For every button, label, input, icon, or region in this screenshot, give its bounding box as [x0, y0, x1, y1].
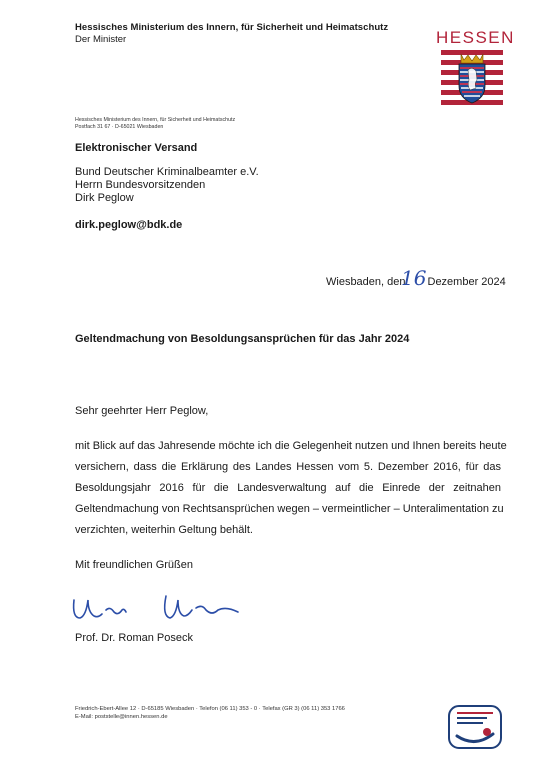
recipient-name: Dirk Peglow: [75, 192, 134, 204]
body-line: mit Blick auf das Jahresende möchte ich die Gelegenheit nutzen und Ihnen bereits heute: [75, 440, 507, 452]
body-line: versichern, dass die Erklärung des Landes Hessen vom 5. Dezember 2016, für das: [75, 461, 501, 473]
letterhead-ministry: Hessisches Ministerium des Innern, für Sicherheit und Heimatschutz: [75, 22, 389, 33]
sender-address-line2: Postfach 31 67 · D-65021 Wiesbaden: [75, 124, 164, 130]
recipient-organization: Bund Deutscher Kriminalbeamter e.V.: [75, 166, 259, 178]
signature-image: [66, 588, 246, 628]
body-line: Geltendmachung von Rechtsansprüchen wegen – vermeintlicher – Unteralimentation zu: [75, 503, 504, 515]
recipient-title: Herrn Bundesvorsitzenden: [75, 179, 206, 191]
hessen-coat-of-arms-icon: [441, 50, 503, 108]
footer-address: Friedrich-Ebert-Allee 12 · D-65185 Wiesbaden · Telefon (06 11) 353 - 0 · Telefax (GR 3) (06 11) 353 1766: [75, 706, 345, 712]
letterhead-minister: Der Minister: [75, 34, 127, 45]
sender-address-line1: Hessisches Ministerium des Innern, für Sicherheit und Heimatschutz: [75, 117, 236, 123]
body-line: Besoldungsjahr 2016 für die Landesverwaltung auf die Einrede der zeitnahen: [75, 482, 501, 494]
letter-subject: Geltendmachung von Besoldungsansprüchen für das Jahr 2024: [75, 333, 410, 345]
footer-email: E-Mail: poststelle@innen.hessen.de: [75, 714, 168, 720]
recipient-email[interactable]: dirk.peglow@bdk.de: [75, 219, 183, 231]
hessen-logo-text: HESSEN: [436, 28, 515, 47]
delivery-method: Elektronischer Versand: [75, 142, 198, 154]
certification-seal-icon: [447, 704, 503, 750]
body-paragraph: [75, 436, 507, 541]
date-prefix: Wiesbaden, den: [326, 276, 406, 288]
date-month-year: Dezember 2024: [427, 276, 506, 288]
body-line: verzichten, weiterhin Geltung behält.: [75, 524, 253, 536]
salutation: Sehr geehrter Herr Peglow,: [75, 405, 209, 417]
date-day-handwritten: 16: [401, 266, 427, 290]
closing: Mit freundlichen Grüßen: [75, 559, 193, 571]
signatory-name: Prof. Dr. Roman Poseck: [75, 632, 193, 644]
